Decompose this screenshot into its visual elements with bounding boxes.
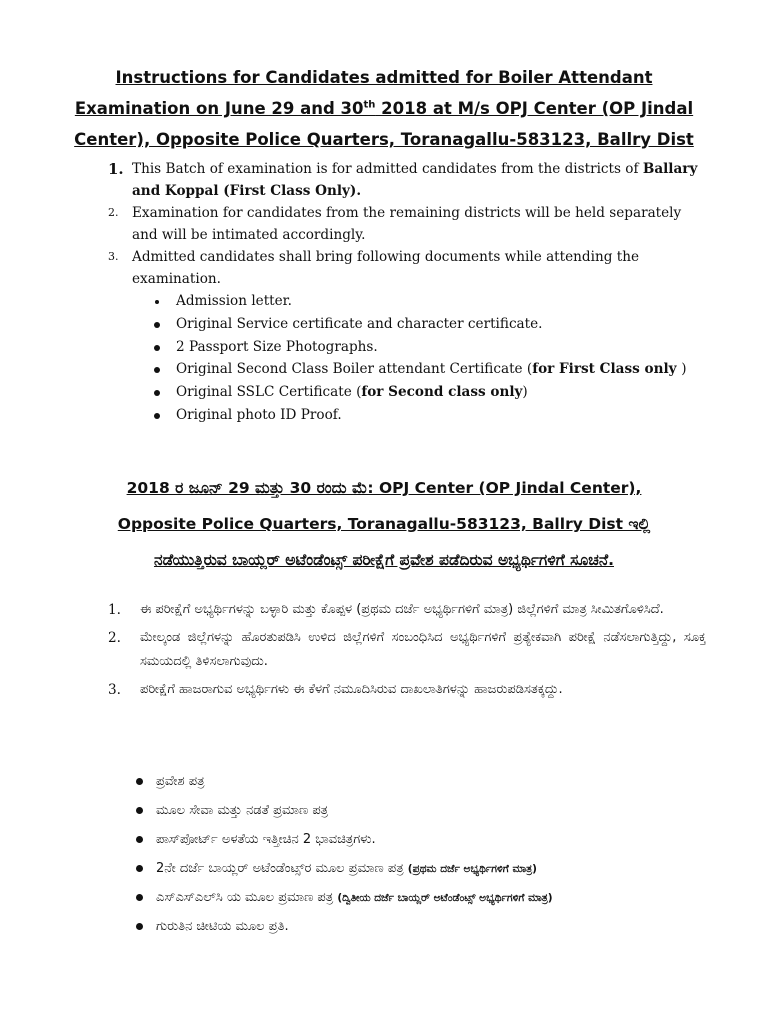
english-instructions: [108, 158, 698, 290]
bullet-icon: [136, 865, 143, 872]
kannada-title-line1: 2018 ರ ಜೂನ್ 29 ಮತ್ತು 30 ರಂದು ಮೆ: OPJ Center (OP Jindal Center),: [126, 479, 642, 497]
bullet-icon: [136, 894, 143, 901]
document-text-end: ): [522, 384, 528, 401]
bullet-icon: [154, 413, 160, 419]
list-item: [136, 799, 711, 828]
list-item: [136, 770, 711, 799]
kannada-title-line2: Opposite Police Quarters, Toranagallu-583123, Ballry Dist ಇಲ್ಲಿ: [117, 515, 651, 533]
kannada-instruction-2: [108, 626, 706, 674]
document-text: Admission letter.: [176, 293, 293, 309]
kannada-title-line3: ನಡೆಯುತ್ತಿರುವ ಬಾಯ್ಲರ್ ಅಟೆಂಡೆಂಟ್ಸ್ ಪರೀಕ್ಷೆಗೆ ಪ್ರವೇಶ ಪಡೆದಿರುವ ಅಭ್ಯರ್ಥಿಗಳಿಗೆ ಸೂಚನೆ.: [153, 551, 614, 569]
document-text: Original photo ID Proof.: [176, 406, 342, 423]
list-item: [136, 828, 711, 857]
english-instruction-3: [108, 246, 698, 290]
document-note: (ದ್ವಿತೀಯ ದರ್ಜೆ ಬಾಯ್ಲರ್ ಅಟೆಂಡೆಂಟ್ಸ್ ಅಭ್ಯರ್ಥಿಗಳಿಗೆ ಮಾತ್ರ): [337, 892, 553, 904]
instruction-number: 1.: [108, 602, 121, 618]
document-text: ಮೂಲ ಸೇವಾ ಮತ್ತು ನಡತೆ ಪ್ರಮಾಣ ಪತ್ರ: [156, 803, 329, 818]
english-title-part1: Instructions for Candidates admitted for Boiler Attendant Examination on June 29 and 30: [74, 68, 653, 118]
bullet-icon: [154, 322, 160, 328]
document-text: ಗುರುತಿನ ಚೀಟಿಯ ಮೂಲ ಪ್ರತಿ.: [156, 919, 289, 934]
list-item: [136, 915, 711, 944]
instruction-text: ಮೇಲ್ಕಂಡ ಜಿಲ್ಲೆಗಳನ್ನು ಹೊರತುಪಡಿಸಿ ಉಳಿದ ಜಿಲ್ಲೆಗಳಿಗೆ ಸಂಬಂಧಿಸಿದ ಅಭ್ಯರ್ಥಿಗಳಿಗೆ ಪ್ರತ್ಯೇಕವಾಗಿ ಪರೀಕ್ಷೆ ನಡೆಸಲಾಗುತ್ತಿದ್ದು, ಸೂಕ್ತ ಸಮಯದಲ್ಲಿ ತಿಳಿಸಲಾಗುವುದು.: [140, 630, 706, 669]
kannada-title: [60, 470, 708, 578]
kannada-documents-list: [136, 770, 711, 944]
bullet-icon: [154, 390, 160, 396]
instruction-text: Admitted candidates shall bring following documents while attending the examination.: [132, 249, 639, 287]
list-item: [154, 358, 714, 381]
document-text: 2ನೇ ದರ್ಜೆ ಬಾಯ್ಲರ್ ಅಟೆಂಡೆಂಟ್ಸ್‌ರ ಮೂಲ ಪ್ರಮಾಣ ಪತ್ರ: [156, 861, 408, 876]
english-instruction-2: [108, 202, 698, 246]
document-bold-text: for Second class only: [361, 384, 523, 401]
instruction-text: This Batch of examination is for admitted candidates from the districts of: [132, 161, 643, 177]
document-text: Original Service certificate and character certificate.: [176, 315, 543, 332]
bullet-icon: [136, 778, 143, 785]
kannada-instruction-3: [108, 678, 706, 702]
list-item: [154, 290, 714, 313]
instruction-bold-text: Ballary and Koppal (First Class Only).: [132, 161, 698, 199]
document-text: Original SSLC Certificate (: [176, 384, 362, 401]
english-documents-list: [154, 290, 714, 427]
list-item: [154, 381, 714, 404]
document-text: Original Second Class Boiler attendant Certificate (: [176, 361, 533, 378]
english-title: [60, 62, 708, 155]
kannada-instructions: [108, 598, 706, 706]
english-title-sup: th: [363, 99, 376, 111]
instruction-text: ಪರೀಕ್ಷೆಗೆ ಹಾಜರಾಗುವ ಅಭ್ಯರ್ಥಿಗಳು ಈ ಕೆಳಗೆ ನಮೂದಿಸಿರುವ ದಾಖಲಾತಿಗಳನ್ನು ಹಾಜರುಪಡಿಸತಕ್ಕದ್ದು.: [140, 682, 563, 697]
kannada-instruction-1: [108, 598, 706, 622]
document-text: 2 Passport Size Photographs.: [176, 338, 378, 355]
document-text: ಎಸ್‌ಎಸ್‌ಎಲ್‌ಸಿ ಯ ಮೂಲ ಪ್ರಮಾಣ ಪತ್ರ: [156, 890, 338, 905]
list-item: [154, 313, 714, 336]
instruction-number: 3.: [108, 250, 119, 263]
instruction-number: 2.: [108, 630, 121, 646]
document-text-end: ): [681, 361, 687, 378]
instruction-number: 3.: [108, 682, 121, 698]
bullet-icon: [154, 345, 160, 351]
instruction-text: ಈ ಪರೀಕ್ಷೆಗೆ ಅಭ್ಯರ್ಥಿಗಳನ್ನು ಬಳ್ಳಾರಿ ಮತ್ತು ಕೊಪ್ಪಳ (ಪ್ರಥಮ ದರ್ಜೆ ಅಭ್ಯರ್ಥಿಗಳಿಗೆ ಮಾತ್ರ) ಜಿಲ್ಲೆಗಳಿಗೆ ಮಾತ್ರ ಸೀಮಿತಗೊಳಿಸಿದೆ.: [140, 602, 664, 617]
document-note: (ಪ್ರಥಮ ದರ್ಜೆ ಅಭ್ಯರ್ಥಿಗಳಿಗೆ ಮಾತ್ರ): [407, 863, 537, 875]
english-instruction-1: [108, 158, 698, 202]
bullet-icon: [154, 367, 160, 373]
list-item: [154, 404, 714, 427]
instruction-text: Examination for candidates from the remaining districts will be held separately and will be intimated accordingly.: [132, 205, 682, 243]
instruction-number: 2.: [108, 206, 119, 219]
document-bold-text: for First Class only: [532, 361, 682, 378]
bullet-icon: [136, 923, 143, 930]
list-item: [136, 886, 711, 915]
bullet-icon: [136, 807, 143, 814]
english-title-part2: 2018 at M/s OPJ Center (OP Jindal Center), Opposite Police Quarters, Toranagallu-583123, Ballry Dist: [74, 99, 694, 149]
document-text: ಪ್ರವೇಶ ಪತ್ರ: [156, 774, 205, 789]
bullet-icon: [136, 836, 143, 843]
list-item: [136, 857, 711, 886]
list-item: [154, 336, 714, 359]
document-text: ಪಾಸ್‌ಪೋರ್ಟ್ ಅಳತೆಯ ಇತ್ತೀಚಿನ 2 ಭಾವಚಿತ್ರಗಳು.: [156, 832, 376, 847]
bullet-icon: [155, 300, 159, 304]
instruction-number: 1.: [108, 160, 124, 178]
